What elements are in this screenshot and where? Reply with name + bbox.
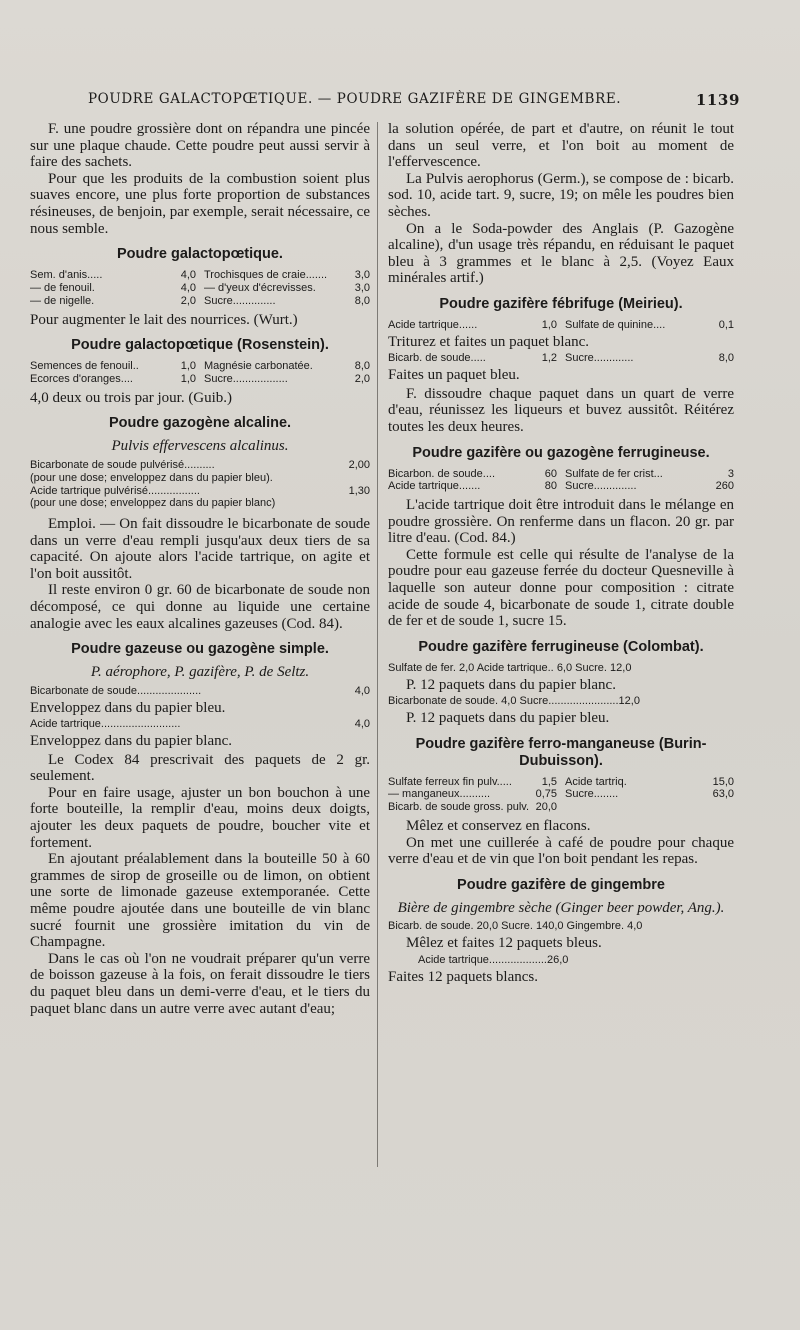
running-head bbox=[88, 91, 740, 109]
formula-row: — manganeux.......... 0,75 Sucre........ 63,0 bbox=[388, 788, 734, 801]
section-title: Poudre galactopœtique. bbox=[117, 246, 283, 263]
formula-row: — de fenouil. 4,0 — d'yeux d'écrevisses. 3,0 bbox=[30, 281, 370, 294]
page-number: 1139 bbox=[695, 91, 740, 109]
formula-block bbox=[30, 360, 370, 386]
paragraph: L'acide tartrique doit être introduit dans le mélange en poudre grossière. On renferme dans un flacon. 20 gr. par litre d'eau. (Cod. 84.) bbox=[388, 497, 734, 547]
paragraph: F. une poudre grossière dont on répandra une pincée sur une plaque chaude. Cette poudre peut aussi servir à faire des sachets. bbox=[30, 121, 370, 171]
paragraph: la solution opérée, de part et d'autre, on réunit le tout dans un seul verre, et l'on boit au moment de l'effervescence. bbox=[388, 121, 734, 171]
formula-block bbox=[30, 269, 370, 307]
paragraph: Pour que les produits de la combustion soient plus suaves encore, une plus forte proportion de substances résineuses, de benjoin, par exemple, serait nécessaire, ce nous semble. bbox=[30, 170, 370, 237]
formula-line: Acide tartrique...................26,0 bbox=[418, 953, 569, 966]
instruction: Triturez et faites un paquet blanc. bbox=[388, 333, 590, 350]
formula-row: Sulfate de fer. 2,0 Acide tartrique.. 6,0 Sucre. 12,0 bbox=[388, 661, 632, 674]
section-subtitle: P. aérophore, P. gazifère, P. de Seltz. bbox=[90, 664, 310, 681]
instruction: Faites un paquet bleu. bbox=[388, 367, 520, 384]
formula-row: Bicarb. de soude..... 1,2 Sucre............. 8,0 bbox=[388, 352, 734, 365]
paragraph: Cette formule est celle qui résulte de l'analyse de la poudre pour eau gazeuse ferrée du docteur Quesneville à laquelle son auteur donne pour composition : citrate acide de soude 4, bicarbonate de soude 1, citrate double de fer et de soude 1, sucre 15. bbox=[388, 546, 734, 630]
paragraph: On met une cuillerée à café de poudre pour chaque verre d'eau et de vin que l'on boit pendant les repas. bbox=[388, 834, 734, 868]
formula-row: Acide tartrique...... 1,0 Sulfate de quinine.... 0,1 bbox=[388, 318, 734, 331]
section-title: Poudre gazifère fébrifuge (Meirieu). bbox=[439, 295, 683, 312]
running-head-title: POUDRE GALACTOPŒTIQUE. — POUDRE GAZIFÈRE DE GINGEMBRE. bbox=[88, 91, 622, 107]
section-title: Poudre gazogène alcaline. bbox=[108, 415, 292, 432]
note: 4,0 deux ou trois par jour. (Guib.) bbox=[30, 389, 233, 406]
formula-row: Bicarbonate de soude. 4,0 Sucre.......................12,0 bbox=[388, 695, 640, 708]
formula-block bbox=[388, 776, 734, 814]
section-subtitle: Bière de gingembre sèche (Ginger beer powder, Ang.). bbox=[397, 899, 725, 916]
instruction: P. 12 paquets dans du papier blanc. bbox=[406, 676, 616, 693]
note: Pour augmenter le lait des nourrices. (Wurt.) bbox=[30, 311, 298, 328]
instruction: Mêlez et conservez en flacons. bbox=[406, 818, 591, 835]
instruction: Enveloppez dans du papier blanc. bbox=[30, 733, 233, 750]
section-title: Poudre galactopœtique (Rosenstein). bbox=[71, 337, 329, 354]
formula-line: Bicarbonate de soude..................... 4,0 bbox=[30, 684, 370, 697]
formula-row: Sulfate ferreux fin pulv..... 1,5 Acide tartriq. 15,0 bbox=[388, 775, 734, 788]
section-title: Poudre gazifère de gingembre bbox=[457, 876, 665, 893]
section-title: Poudre gazifère ferrugineuse (Colombat). bbox=[418, 638, 704, 655]
formula-row: Bicarbon. de soude.... 60 Sulfate de fer crist... 3 bbox=[388, 467, 734, 480]
paragraph: Pour en faire usage, ajuster un bon bouchon à une forte bouteille, la remplir d'eau, moins deux doigts, ajouter les deux paquets de poudre, boucher vite et fortement. bbox=[30, 784, 370, 851]
instruction: Faites 12 paquets blancs. bbox=[388, 968, 538, 985]
formula-row: — de nigelle. 2,0 Sucre.............. 8,0 bbox=[30, 294, 370, 307]
formula-line: Acide tartrique.......................... 4,0 bbox=[30, 718, 370, 731]
formula-block: Bicarbonate de soude pulvérisé.......... 2,00 (pour une dose; enveloppez dans du papier bleu). Acide tartrique pulvérisé................. 1,30 (pour une dose; enveloppez dans du papier blanc) bbox=[30, 458, 370, 510]
left-column bbox=[30, 121, 370, 1017]
instruction: Mêlez et faites 12 paquets bleus. bbox=[406, 935, 602, 952]
formula-row: Bicarb. de soude gross. pulv. 20,0 bbox=[388, 801, 557, 814]
formula-row: Ecorces d'oranges.... 1,0 Sucre.................. 2,0 bbox=[30, 372, 370, 385]
formula-row: Semences de fenouil.. 1,0 Magnésie carbonatée. 8,0 bbox=[30, 360, 370, 373]
paragraph: La Pulvis aerophorus (Germ.), se compose de : bicarb. sod. 10, acide tart. 9, sucre, 19; on mêle les poudres bien sèches. bbox=[388, 170, 734, 220]
paragraph: Dans le cas où l'on ne voudrait préparer qu'un verre de boisson gazeuse à la fois, on ferait dissoudre le tiers du paquet bleu dans un demi-verre d'eau, et le tiers du paquet blanc dans un autre verre avec autant d'eau; bbox=[30, 950, 370, 1017]
paragraph: En ajoutant préalablement dans la bouteille 50 à 60 grammes de sirop de groseille ou de limon, on obtient une sorte de limonade gazeuse extemporanée. Cette même poudre ajoutée dans une bouteille de vin blanc sucré fournit une grossière imitation du vin de Champagne. bbox=[30, 851, 370, 951]
formula-line: Bicarb. de soude. 20,0 Sucre. 140,0 Gingembre. 4,0 bbox=[388, 920, 643, 933]
paragraph: Le Codex 84 prescrivait des paquets de 2 gr. seulement. bbox=[30, 751, 370, 785]
instruction: P. 12 paquets dans du papier bleu. bbox=[406, 710, 610, 727]
formula-row: Acide tartrique....... 80 Sucre.............. 260 bbox=[388, 480, 734, 493]
instruction: Enveloppez dans du papier bleu. bbox=[30, 699, 226, 716]
paragraph: On a le Soda-powder des Anglais (P. Gazogène alcaline), d'un usage très répandu, en réduisant le paquet bleu à 3 grammes et le blanc à 2,5. (Voyez Eaux minérales artif.) bbox=[388, 220, 734, 287]
formula-row: Sem. d'anis..... 4,0 Trochisques de craie....... 3,0 bbox=[30, 269, 370, 282]
section-title: Poudre gazeuse ou gazogène simple. bbox=[71, 641, 329, 658]
section-subtitle: Pulvis effervescens alcalinus. bbox=[111, 438, 289, 455]
paragraph: Il reste environ 0 gr. 60 de bicarbonate de soude non décomposé, ce qui donne au liquide une certaine analogie avec les eaux alcalines gazeuses (Cod. 84). bbox=[30, 582, 370, 632]
formula-block bbox=[388, 468, 734, 494]
section-title: Poudre gazifère ferro-manganeuse (Burin-Dubuisson). bbox=[415, 735, 707, 769]
section-title: Poudre gazifère ou gazogène ferrugineuse. bbox=[412, 444, 710, 461]
right-column bbox=[388, 121, 734, 987]
column-divider bbox=[377, 122, 378, 1167]
paragraph: F. dissoudre chaque paquet dans un quart de verre d'eau, réunissez les liqueurs et buvez aussitôt. Réitérez toutes les deux heures. bbox=[388, 385, 734, 435]
paragraph: Emploi. — On fait dissoudre le bicarbonate de soude dans un verre d'eau rempli jusqu'aux deux tiers de sa capacité. On ajoute alors l'acide tartrique, on agite et l'on boit aussitôt. bbox=[30, 516, 370, 582]
